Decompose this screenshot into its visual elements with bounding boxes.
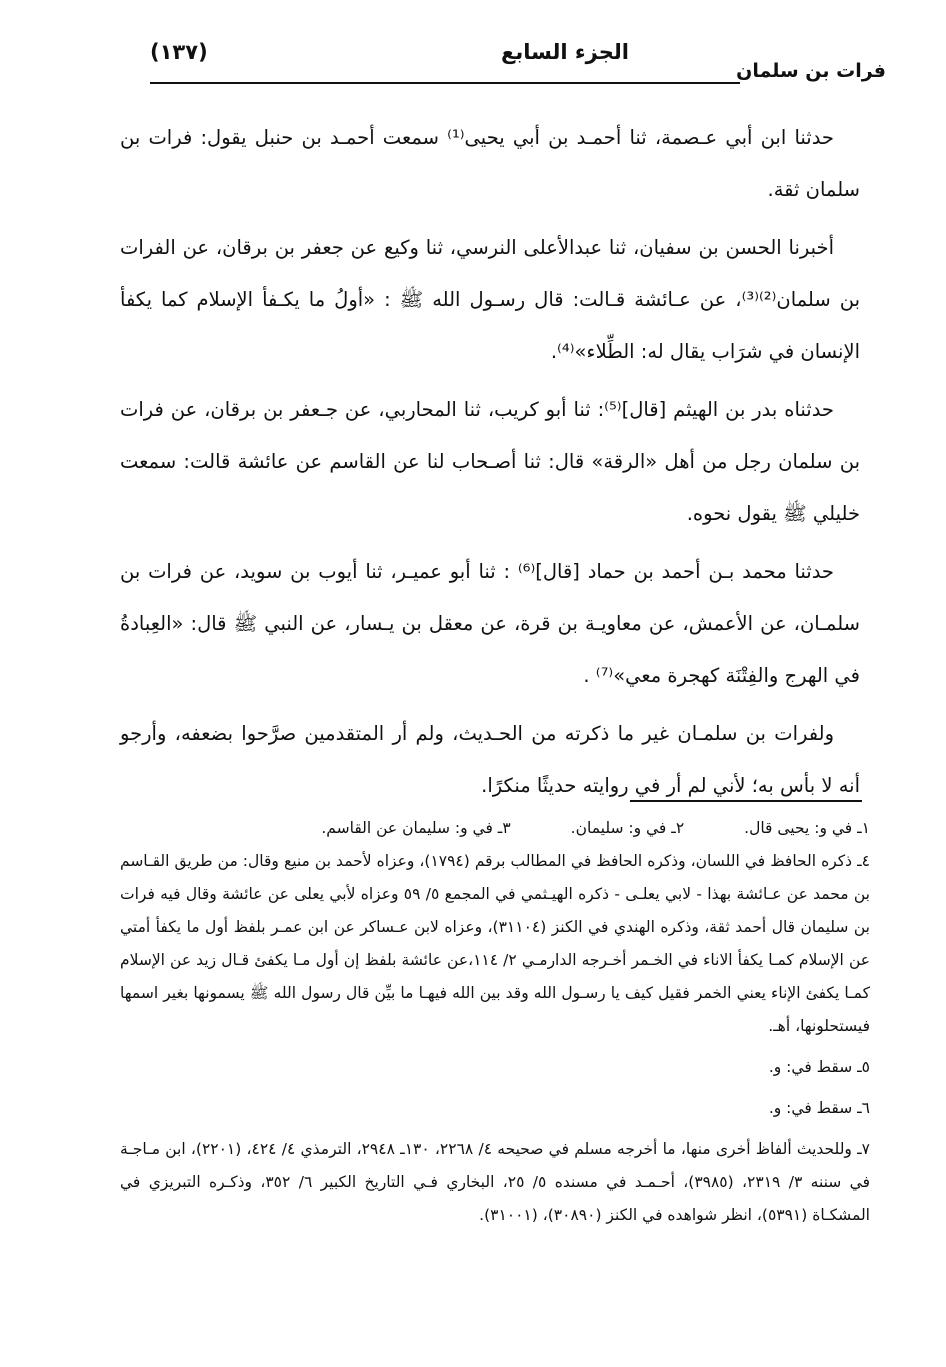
footnote-rule: [630, 800, 862, 802]
footnote-1: ١ـ في و: يحيى قال.: [744, 819, 870, 837]
paragraph-1: حدثنا ابن أبي عـصمة، ثنا أحمـد بن أبي يحيى⁽¹⁾ سمعت أحمـد بن حنبل يقول: فرات بن سلمان ثقة.: [120, 126, 860, 201]
footnote-7: ٧ـ وللحديث ألفاظ أخرى منها، ما أخرجه مسلم في صحيحه ٤/ ٢٢٦٨، ١٣٠ـ ٢٩٤٨، الترمذي ٤/ ٤٢٤، (٢٢٠١)، ابن مـاجـة في سننه ٣/ ٢٣١٩، (٣٩٨٥)، أحـمـد في مسنده ٥/ ٢٥، البخاري فـي التاريخ الكبير ٦/ ٣٥٢، وذكـره التبريزي في المشكـاة (٥٣٩١)، انظر شواهده في الكنز (٣٠٨٩٠)، (٣١٠٠١).: [120, 1140, 870, 1224]
paragraph-4: حدثنا محمد بـن أحمد بن حماد [قال]⁽⁶⁾ : ثنا أبو عميـر، ثنا أيوب بن سويد، عن فرات بن سلمـان، عن الأعمش، عن معاويـة بن قرة، عن معقل بن يـسار، عن النبي ﷺ قال: «العِبادةُ في الهرج والفِتْنَة كهجرة معي»⁽⁷⁾ .: [120, 560, 860, 687]
chapter-title: فرات بن سلمان: [736, 60, 886, 82]
main-text: [120, 112, 860, 818]
paragraph-3: حدثناه بدر بن الهيثم [قال]⁽⁵⁾: ثنا أبو كريب، ثنا المحاربي، عن جـعفر بن برقان، عن فرات بن سلمان رجل من أهل «الرقة» قال: ثنا أصـحاب لنا عن القاسم عن عائشة قالت: سمعت خليلي ﷺ يقول نحوه.: [120, 398, 860, 525]
footnotes-row-1-3: [120, 812, 870, 845]
header-rule: [150, 82, 740, 84]
volume-title: الجزء السابع: [501, 40, 629, 64]
footnote-4: ٤ـ ذكره الحافظ في اللسان، وذكره الحافظ في المطالب برقم (١٧٩٤)، وعزاه لأحمد بن منيع وقال: من طريق القـاسم بن محمد عن عـائشة بهذا - لابي يعلـى - ذكره الهيـثمي في المجمع ٥/ ٥٩ وعزاه لأبي يعلى عن عائشة وقال فيه فرات بن سليمان قال أحمد ثقة، وذكره الهندي في الكنز (٣١١٠٤)، وعزاه لابن عـساكر عن ابن عمـر بلفظ أول ما يكفأ أمتي عن الإسلام كمـا يكفأ الاناء في الخـمر أخـرجه الدارمـي ٢/ ١١٤،عن عائشة بلفظ إن أول مـا يكفئ قـال زيد عن الإسلام كمـا يكفئ الإناء يعني الخمر فقيل كيف يا رسـول الله وقد بين الله فيهـا ما بيِّن قال رسول الله ﷺ يسمونها بغير اسمها فيستحلونها، أهـ.: [120, 852, 870, 1035]
footnote-5: ٥ـ سقط في: و.: [768, 1058, 870, 1076]
paragraph-5: ولفرات بن سلمـان غير ما ذكرته من الحـديث، ولم أر المتقدمين صرَّحوا بضعفه، وأرجو أنه لا بأس به؛ لأني لم أر في روايته حديثًا منكرًا.: [120, 722, 860, 797]
footnote-2: ٢ـ في و: سليمان.: [570, 819, 685, 837]
page-number: (١٣٧): [150, 40, 208, 64]
footnote-6: ٦ـ سقط في: و.: [768, 1099, 870, 1117]
footnote-3: ٣ـ في و: سليمان عن القاسم.: [321, 819, 511, 837]
page-header: [150, 36, 886, 86]
footnotes: [120, 812, 870, 1232]
paragraph-2: أخبرنا الحسن بن سفيان، ثنا عبدالأعلى النرسي، ثنا وكيع عن جعفر بن برقان، عن الفرات بن سلمان⁽²⁾⁽³⁾، عن عـائشة قـالت: قال رسـول الله ﷺ : «أولُ ما يكـفأ الإسلام كما يكفأ الإنسان في شرَاب يقال له: الطِّلاء»⁽⁴⁾.: [120, 236, 860, 363]
